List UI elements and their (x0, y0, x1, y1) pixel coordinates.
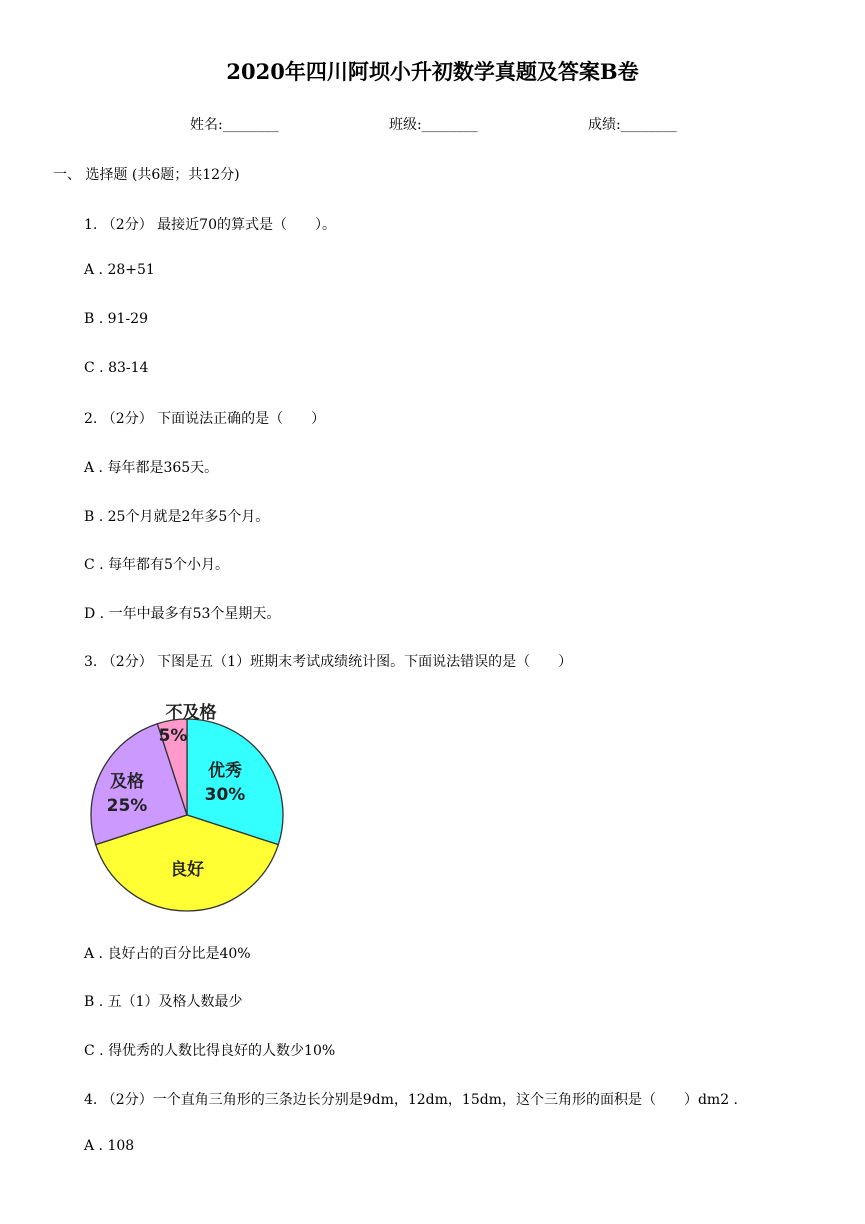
pie-slice-label: 及格 (110, 772, 144, 792)
pie-slice-label: 不及格 (165, 703, 217, 723)
question-3-option-a: A . 良好占的百分比是40% (84, 946, 251, 962)
question-1-option-c: C . 83-14 (84, 360, 149, 376)
question-3-stem: 3. （2分） 下图是五（1）班期末考试成绩统计图。下面说法错误的是（ ） (84, 654, 573, 670)
section-heading: 一、 选择题 (共6题；共12分) (53, 167, 240, 183)
question-2-stem: 2. （2分） 下面说法正确的是（ ） (84, 411, 326, 427)
question-3-option-b: B . 五（1）及格人数最少 (84, 994, 243, 1010)
question-4-option-a: A . 108 (84, 1138, 135, 1154)
question-2-option-b: B . 25个月就是2年多5个月。 (84, 509, 270, 525)
pie-slice-value-label: 5% (158, 726, 188, 746)
grade-pie-chart (80, 690, 295, 925)
score-field: 成绩:________ (588, 117, 677, 133)
pie-slice-label: 优秀 (208, 761, 242, 781)
question-2-option-d: D . 一年中最多有53个星期天。 (84, 606, 281, 622)
pie-slice-value-label: 25% (106, 796, 148, 816)
class-field: 班级:________ (389, 117, 478, 133)
pie-slice-value-label: 30% (204, 785, 246, 805)
question-2-option-a: A . 每年都是365天。 (84, 460, 219, 476)
question-1-option-a: A . 28+51 (84, 262, 155, 278)
name-field: 姓名:________ (190, 117, 279, 133)
question-2-option-c: C . 每年都有5个小月。 (84, 557, 229, 573)
question-3-option-c: C . 得优秀的人数比得良好的人数少10% (84, 1043, 336, 1059)
page-title: 2020年四川阿坝小升初数学真题及答案B卷 (226, 59, 639, 84)
question-1-option-b: B . 91-29 (84, 311, 148, 327)
question-1-stem: 1. （2分） 最接近70的算式是（ ）。 (84, 217, 336, 233)
question-4-stem: 4. （2分）一个直角三角形的三条边长分别是9dm，12dm，15dm，这个三角形的面积是（ ）dm2 . (84, 1092, 739, 1108)
pie-slice-label: 良好 (170, 860, 204, 880)
